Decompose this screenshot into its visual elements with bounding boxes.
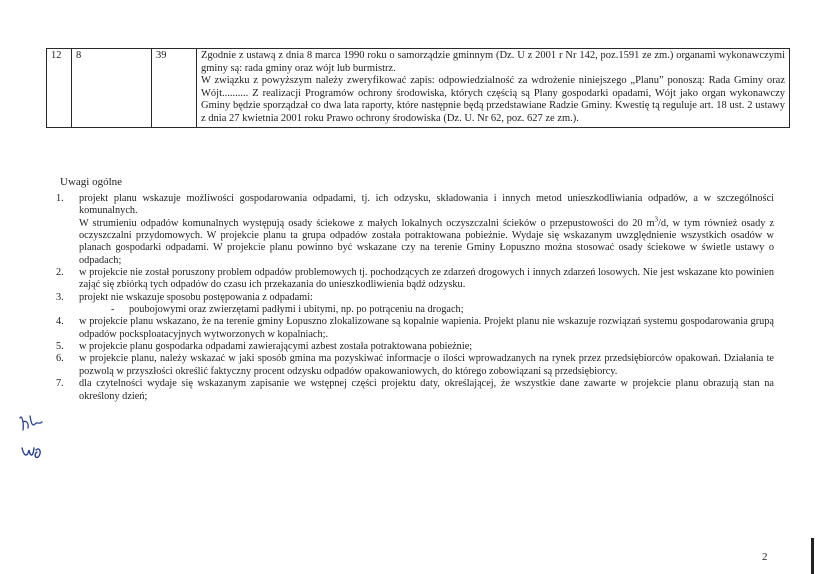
list-item — [52, 292, 774, 317]
table-row — [47, 49, 790, 128]
page-number: 2 — [762, 551, 768, 563]
item-body — [79, 316, 774, 341]
item-number: 6. — [56, 353, 64, 365]
item-body — [79, 292, 774, 317]
table-paragraph: W związku z powyższym należy zweryfikować zapis: odpowiedzialność za wdrożenie niniejszego „Planu” ponoszą: Rada Gminy oraz Wójt.......... Z realizacji Programów ochrony środowiska, których częścią są Plany gospodarki opadami, Wójt jako organ wykonawczy Gminy będzie sporządzał co dwa lata raporty, które następnie będą przedstawiane Radzie Gminy. Kwestię tą reguluje art. 18 ust. 2 ustawy z dnia 27 kwietnia 2001 roku Prawo ochrony środowiska (Dz. U. Nr 62, poz. 627 ze zm.). — [201, 75, 785, 124]
list-item — [52, 267, 774, 292]
item-text-part: /d, w tym również osady z oczyszczalni przydomowych. W projekcie planu ta grupa odpadów została potraktowana pobieżnie. Wydaje się wskazanym uwzględnienie wszystkich osadów w planach gospodarki odpadami. W projekcie planu powinno być wskazane czy na terenie Gminy Łopuszno można stosować osady ściekowe w świetle ustawy o odpadach; — [79, 217, 774, 266]
item-body — [79, 267, 774, 292]
item-text: projekt nie wskazuje sposobu postępowania z odpadami: — [79, 291, 313, 303]
item-body — [79, 341, 774, 353]
item-body — [79, 193, 774, 267]
item-text-continued — [79, 215, 774, 267]
table-cell-chapter: 8 — [72, 49, 152, 128]
sub-item-text: poubojowymi oraz zwierzętami padłymi i ubitymi, np. po potrąceniu na drogach; — [129, 304, 464, 316]
item-text-part: W strumieniu odpadów komunalnych występują osady ściekowe z małych lokalnych oczyszczalni ścieków o przepustowości do 20 m — [79, 217, 655, 229]
superscript: 3 — [654, 215, 659, 224]
item-text: w projekcie planu gospodarka odpadami zawierającymi azbest została potraktowana pobieżnie; — [79, 341, 473, 353]
list-item — [52, 378, 774, 403]
remarks-table — [46, 48, 790, 128]
item-number: 5. — [56, 341, 64, 353]
handwritten-initials-icon — [16, 410, 50, 466]
item-text: dla czytelności wydaje się wskazanym zapisanie we wstępnej części projektu daty, określającej, że wszystkie dane zawarte w projekcie planu obrazują stan na określony dzień; — [79, 378, 774, 402]
item-text: w projekcie planu, należy wskazać w jaki sposób gmina ma pozyskiwać informacje o ilości wprowadzanych na rynek przez przedsiębiorców opakowań. Działania te pozwolą w przyszłości określić faktyczny procent odzysku odpadów opakowaniowych, do którego zobowiązani są przedsiębiorcy. — [79, 353, 774, 377]
dash-bullet: - — [111, 304, 115, 316]
item-body — [79, 353, 774, 378]
table-paragraph: Zgodnie z ustawą z dnia 8 marca 1990 roku o samorządzie gminnym (Dz. U z 2001 r Nr 142, poz.1591 ze zm.) organami wykonawczymi gminy są: rada gminy oraz wójt lub burmistrz. — [201, 50, 785, 74]
item-number: 7. — [56, 378, 64, 390]
section-title: Uwagi ogólne — [60, 176, 123, 188]
scan-edge — [811, 538, 814, 574]
item-text: w projekcie planu wskazano, że na terenie gminy Łopuszno zlokalizowane są kopalnie wapienia. Projekt planu nie wskazuje rozwiązań systemu gospodarowania grupą odpadów pocksploatacyjnych wytworzonych w kopalniach;. — [79, 316, 774, 340]
item-number: 2. — [56, 267, 64, 279]
table-cell-lp: 12 — [47, 49, 72, 128]
list-item — [52, 353, 774, 378]
item-text: projekt planu wskazuje możliwości gospodarowania odpadami, tj. ich odzysku, składowania i innych metod unieszkodliwiania odpadów, a w szczególności komunalnych. — [79, 193, 774, 217]
item-body — [79, 378, 774, 403]
item-number: 4. — [56, 316, 64, 328]
remarks-list — [52, 193, 774, 403]
item-number: 1. — [56, 193, 64, 204]
sub-item — [79, 304, 774, 316]
list-item — [52, 193, 774, 267]
table-cell-remark — [197, 49, 790, 128]
table-cell-page: 39 — [152, 49, 197, 128]
item-number: 3. — [56, 291, 64, 303]
list-item — [52, 341, 774, 353]
item-text: w projekcie nie został poruszony problem odpadów problemowych tj. pochodzących ze zdarzeń drogowych i innych zdarzeń losowych. Nie jest wskazane kto powinien zająć się zbiórką tych odpadów do czasu ich przekazania do unieszkodliwienia bądź odzysku. — [79, 267, 774, 291]
list-item — [52, 316, 774, 341]
